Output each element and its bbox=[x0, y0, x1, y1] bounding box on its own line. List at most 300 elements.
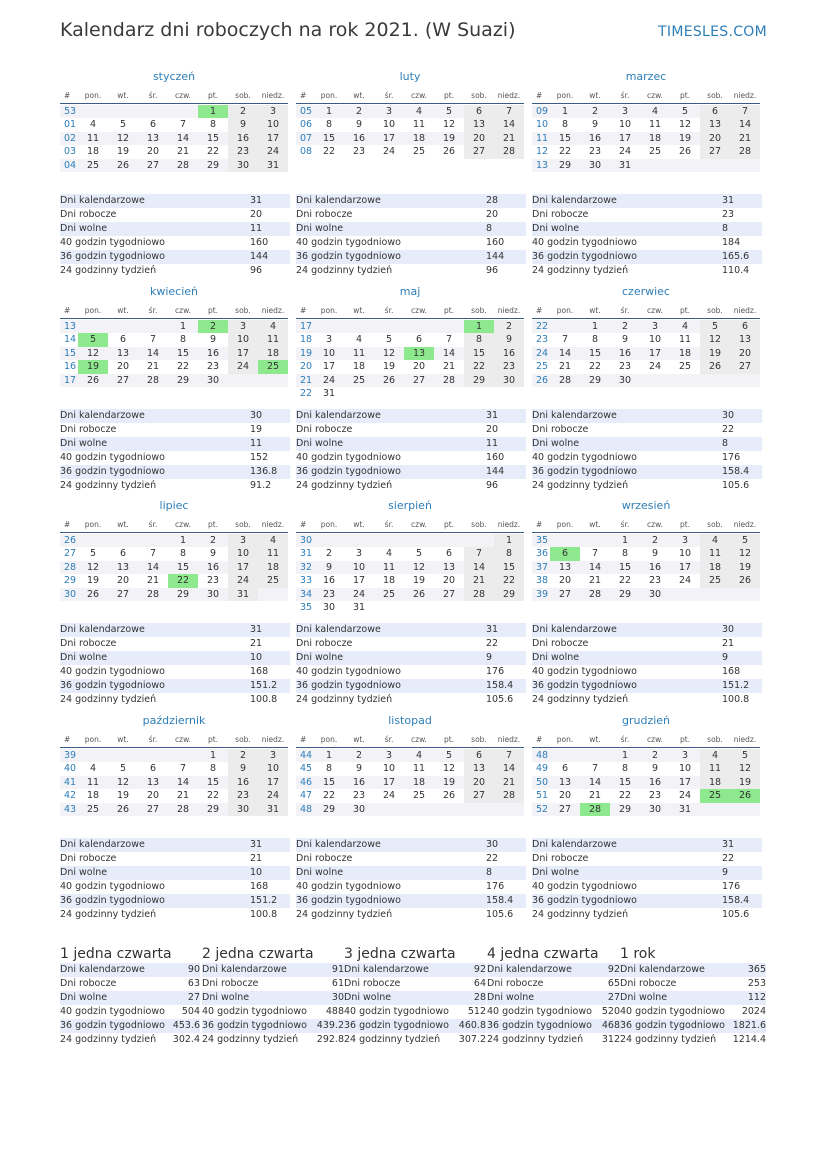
month-grid bbox=[60, 304, 288, 387]
day-cell: 27 bbox=[146, 159, 160, 171]
stat-row bbox=[60, 250, 290, 264]
day-cell: 31 bbox=[228, 588, 258, 602]
stat-value: 158.4 bbox=[486, 680, 514, 691]
weekday-header: pt. bbox=[443, 91, 455, 100]
day-cell bbox=[434, 534, 464, 548]
day-cell: 7 bbox=[149, 548, 157, 559]
stat-row bbox=[60, 465, 290, 479]
weekday-header-row bbox=[532, 518, 760, 533]
week-number: 35 bbox=[536, 534, 549, 546]
stat-value: 11 bbox=[250, 223, 263, 234]
day-cell: 16 bbox=[322, 575, 336, 586]
day-cell: 17 bbox=[258, 776, 288, 790]
day-cell: 11 bbox=[382, 561, 396, 573]
day-cell: 5 bbox=[415, 548, 423, 559]
stat-row bbox=[60, 222, 290, 236]
day-cell: 23 bbox=[352, 790, 366, 801]
weekday-header: pon. bbox=[320, 306, 338, 315]
day-cell: 12 bbox=[700, 333, 730, 347]
weekday-header-row bbox=[532, 304, 760, 319]
weekday-header: wt. bbox=[117, 735, 129, 744]
month-name: luty bbox=[399, 70, 421, 83]
day-cell: 25 bbox=[412, 146, 426, 157]
stat-label: Dni wolne bbox=[487, 992, 535, 1003]
day-cell: 25 bbox=[648, 146, 662, 157]
day-cell: 15 bbox=[618, 561, 632, 573]
day-cell: 18 bbox=[412, 132, 426, 144]
weekday-header: sob. bbox=[235, 520, 251, 529]
stat-value: 105.6 bbox=[486, 909, 514, 920]
day-cell: 15 bbox=[588, 347, 602, 359]
day-cell: 21 bbox=[176, 790, 190, 801]
day-cell: 7 bbox=[464, 547, 494, 561]
stat-value: 112 bbox=[747, 992, 766, 1003]
day-cell bbox=[314, 534, 344, 548]
stat-row bbox=[60, 693, 290, 707]
day-cell: 8 bbox=[179, 334, 187, 345]
day-cell: 24 bbox=[352, 588, 366, 600]
week-row bbox=[296, 360, 524, 374]
week-row bbox=[532, 803, 760, 817]
week-row bbox=[532, 561, 760, 575]
month-calendar bbox=[532, 714, 760, 816]
day-cell: 16 bbox=[352, 132, 366, 144]
day-cell: 27 bbox=[116, 588, 130, 600]
stat-row bbox=[60, 409, 290, 423]
stat-row bbox=[532, 637, 762, 651]
weekday-header-row bbox=[60, 89, 288, 104]
day-cell: 1 bbox=[464, 320, 494, 334]
stat-row bbox=[532, 409, 762, 423]
day-cell: 14 bbox=[588, 561, 602, 573]
day-cell: 25 bbox=[352, 374, 366, 386]
stat-row bbox=[532, 651, 762, 665]
week-row bbox=[60, 534, 288, 548]
weekday-header: śr. bbox=[620, 520, 630, 529]
day-cell: 22 bbox=[618, 790, 632, 801]
weekday-header-row bbox=[60, 733, 288, 748]
month-grid bbox=[296, 733, 524, 816]
quarter-title: 2 jedna czwarta bbox=[202, 946, 314, 962]
day-cell: 17 bbox=[258, 132, 288, 146]
day-cell: 1 bbox=[621, 749, 629, 761]
stat-label: Dni wolne bbox=[532, 652, 580, 663]
day-cell: 2 bbox=[209, 534, 217, 546]
day-cell: 11 bbox=[258, 333, 288, 347]
weekday-header: pt. bbox=[207, 520, 219, 529]
day-cell: 19 bbox=[442, 132, 456, 144]
day-cell: 9 bbox=[228, 762, 258, 776]
day-cell bbox=[640, 374, 670, 388]
day-cell: 29 bbox=[322, 803, 336, 815]
stat-value: 312 bbox=[601, 1034, 620, 1045]
stat-value: 453.6 bbox=[172, 1020, 200, 1031]
stat-label: 40 godzin tygodniowo bbox=[60, 666, 165, 677]
stat-value: 176 bbox=[722, 881, 741, 892]
weekday-header: niedz. bbox=[733, 520, 757, 529]
week-row bbox=[532, 547, 760, 561]
weekday-header: czw. bbox=[647, 91, 663, 100]
weekday-header: niedz. bbox=[497, 735, 521, 744]
week-row bbox=[296, 803, 524, 817]
day-cell: 26 bbox=[412, 588, 426, 600]
day-cell: 13 bbox=[558, 776, 572, 788]
stat-label: 40 godzin tygodniowo bbox=[532, 666, 637, 677]
day-cell: 7 bbox=[445, 334, 453, 345]
brand-link[interactable]: TIMESLES.COM bbox=[658, 24, 767, 40]
week-number: 38 bbox=[536, 575, 549, 586]
stat-row bbox=[296, 264, 526, 278]
day-cell: 31 bbox=[322, 388, 336, 399]
weekday-header: sob. bbox=[707, 91, 723, 100]
day-cell: 11 bbox=[700, 762, 730, 776]
day-cell: 5 bbox=[445, 749, 453, 761]
day-cell: 4 bbox=[258, 534, 288, 548]
week-number: 17 bbox=[64, 374, 77, 386]
day-cell: 19 bbox=[116, 790, 130, 801]
day-cell: 8 bbox=[621, 548, 629, 559]
week-number: 24 bbox=[536, 347, 549, 359]
day-cell: 30 bbox=[228, 803, 258, 817]
day-cell: 31 bbox=[618, 159, 632, 171]
stat-label: 40 godzin tygodniowo bbox=[60, 452, 165, 463]
week-row bbox=[532, 320, 760, 334]
weekday-header: śr. bbox=[148, 306, 158, 315]
month-calendar bbox=[296, 285, 524, 401]
stat-value: 100.8 bbox=[250, 909, 278, 920]
stat-row bbox=[60, 679, 290, 693]
day-cell: 16 bbox=[618, 347, 632, 359]
stat-value: 92 bbox=[607, 964, 620, 975]
stat-value: 21 bbox=[250, 638, 263, 649]
stat-value: 27 bbox=[187, 992, 200, 1003]
day-cell: 23 bbox=[588, 146, 602, 157]
day-cell: 9 bbox=[325, 561, 333, 573]
day-cell: 28 bbox=[146, 374, 160, 386]
weekday-header: niedz. bbox=[497, 306, 521, 315]
weekday-header: wt. bbox=[117, 520, 129, 529]
day-cell: 24 bbox=[382, 146, 396, 157]
stat-value: 96 bbox=[250, 265, 263, 276]
stat-value: 512 bbox=[467, 1006, 486, 1017]
day-cell bbox=[550, 749, 580, 763]
day-cell: 30 bbox=[352, 803, 366, 815]
day-cell: 22 bbox=[494, 574, 524, 588]
day-cell: 26 bbox=[678, 146, 692, 157]
week-number: 05 bbox=[300, 105, 313, 117]
stat-label: Dni kalendarzowe bbox=[60, 964, 145, 975]
week-number: 27 bbox=[64, 548, 77, 559]
day-cell bbox=[464, 387, 494, 401]
stat-value: 168 bbox=[250, 881, 269, 892]
weekday-header: czw. bbox=[411, 306, 427, 315]
day-cell bbox=[640, 159, 670, 173]
day-cell: 12 bbox=[442, 119, 456, 130]
day-cell: 4 bbox=[89, 763, 97, 774]
day-cell: 10 bbox=[228, 547, 258, 561]
day-cell: 21 bbox=[588, 575, 602, 586]
day-cell: 29 bbox=[588, 374, 602, 386]
stat-value: 22 bbox=[722, 853, 735, 864]
day-cell: 17 bbox=[352, 575, 366, 586]
stat-label: Dni kalendarzowe bbox=[487, 964, 572, 975]
stat-value: 151.2 bbox=[250, 895, 278, 906]
day-cell: 1 bbox=[561, 105, 569, 117]
week-number: 11 bbox=[536, 132, 549, 144]
stat-value: 105.6 bbox=[486, 694, 514, 705]
week-row bbox=[532, 132, 760, 146]
stat-label: Dni kalendarzowe bbox=[296, 410, 381, 421]
stat-row bbox=[60, 1019, 200, 1033]
stat-label: 24 godzinny tydzień bbox=[296, 694, 393, 705]
stat-label: Dni kalendarzowe bbox=[60, 195, 145, 206]
day-cell: 6 bbox=[464, 105, 494, 119]
day-cell: 10 bbox=[678, 548, 692, 559]
day-cell bbox=[138, 534, 168, 548]
weekday-header: czw. bbox=[175, 735, 191, 744]
day-cell: 12 bbox=[678, 119, 692, 130]
stat-label: 36 godzin tygodniowo bbox=[296, 251, 401, 262]
day-cell: 19 bbox=[116, 146, 130, 157]
stat-label: Dni kalendarzowe bbox=[296, 839, 381, 850]
month-stats bbox=[296, 409, 526, 493]
day-cell: 16 bbox=[228, 132, 258, 146]
stat-row bbox=[296, 451, 526, 465]
stat-label: 36 godzin tygodniowo bbox=[60, 680, 165, 691]
stat-row bbox=[60, 637, 290, 651]
day-cell: 2 bbox=[591, 105, 599, 117]
week-number: 44 bbox=[300, 749, 313, 761]
day-cell: 26 bbox=[730, 574, 760, 588]
stat-value: 365 bbox=[747, 964, 766, 975]
day-cell: 10 bbox=[258, 762, 288, 776]
stat-label: 36 godzin tygodniowo bbox=[532, 895, 637, 906]
stat-label: Dni kalendarzowe bbox=[296, 195, 381, 206]
week-number: 30 bbox=[300, 534, 313, 546]
day-cell: 8 bbox=[325, 119, 333, 130]
week-row bbox=[532, 159, 760, 173]
day-cell: 2 bbox=[228, 105, 258, 119]
stat-row bbox=[620, 991, 766, 1005]
stat-row bbox=[620, 963, 766, 977]
day-cell bbox=[78, 749, 108, 763]
month-stats bbox=[532, 409, 762, 493]
day-cell: 3 bbox=[258, 749, 288, 763]
week-number: 39 bbox=[64, 749, 77, 761]
day-cell: 26 bbox=[86, 374, 100, 386]
day-cell: 12 bbox=[382, 347, 396, 359]
stat-row bbox=[296, 894, 526, 908]
stat-label: 36 godzin tygodniowo bbox=[487, 1020, 592, 1031]
week-row bbox=[532, 574, 760, 588]
day-cell: 1 bbox=[198, 105, 228, 119]
weekday-header: pon. bbox=[84, 91, 102, 100]
day-cell: 31 bbox=[352, 602, 366, 613]
weekday-header-row bbox=[296, 89, 524, 104]
stat-value: 468 bbox=[601, 1020, 620, 1031]
week-row bbox=[60, 588, 288, 602]
day-cell: 12 bbox=[116, 776, 130, 788]
stat-row bbox=[60, 866, 290, 880]
week-row bbox=[532, 145, 760, 159]
weekday-header: pt. bbox=[207, 91, 219, 100]
day-cell: 9 bbox=[209, 548, 217, 559]
stat-label: Dni wolne bbox=[620, 992, 668, 1003]
stat-label: 36 godzin tygodniowo bbox=[620, 1020, 725, 1031]
stat-value: 439.2 bbox=[316, 1020, 344, 1031]
month-grid bbox=[296, 304, 524, 401]
weekday-header: sob. bbox=[471, 520, 487, 529]
weekday-header: sob. bbox=[471, 735, 487, 744]
stat-row bbox=[60, 423, 290, 437]
stat-value: 30 bbox=[250, 410, 263, 421]
day-cell: 8 bbox=[464, 333, 494, 347]
stat-row bbox=[532, 866, 762, 880]
day-cell: 2 bbox=[325, 548, 333, 559]
weekday-header: wt. bbox=[589, 735, 601, 744]
stat-value: 158.4 bbox=[722, 466, 750, 477]
weekday-header: pt. bbox=[207, 306, 219, 315]
day-cell: 15 bbox=[322, 776, 336, 788]
day-cell: 27 bbox=[558, 803, 572, 815]
day-cell: 28 bbox=[494, 145, 524, 159]
week-number: 37 bbox=[536, 561, 549, 573]
week-number: 48 bbox=[536, 749, 549, 761]
stat-row bbox=[487, 1005, 620, 1019]
stat-value: 151.2 bbox=[722, 680, 750, 691]
weekday-header: # bbox=[300, 91, 307, 100]
day-cell: 4 bbox=[681, 320, 689, 332]
day-cell: 14 bbox=[176, 776, 190, 788]
day-cell: 12 bbox=[86, 561, 100, 573]
month-name: październik bbox=[142, 714, 206, 727]
day-cell: 28 bbox=[730, 145, 760, 159]
day-cell bbox=[404, 601, 434, 615]
day-cell: 10 bbox=[382, 763, 396, 774]
day-cell: 4 bbox=[415, 105, 423, 117]
month-stats bbox=[60, 194, 290, 278]
stat-label: 24 godzinny tydzień bbox=[532, 265, 629, 276]
day-cell bbox=[168, 749, 198, 763]
day-cell: 19 bbox=[412, 575, 426, 586]
day-cell bbox=[434, 601, 464, 615]
stat-label: 36 godzin tygodniowo bbox=[60, 251, 165, 262]
week-row bbox=[60, 374, 288, 388]
month-stats bbox=[532, 623, 762, 707]
stat-label: 40 godzin tygodniowo bbox=[60, 881, 165, 892]
day-cell bbox=[580, 749, 610, 763]
day-cell: 1 bbox=[325, 105, 333, 117]
weekday-header: sob. bbox=[471, 91, 487, 100]
week-number: 34 bbox=[300, 588, 313, 600]
day-cell: 2 bbox=[355, 749, 363, 761]
day-cell: 15 bbox=[494, 561, 524, 575]
month-stats bbox=[296, 838, 526, 922]
stat-label: Dni wolne bbox=[532, 223, 580, 234]
day-cell: 3 bbox=[228, 534, 258, 548]
day-cell: 16 bbox=[588, 132, 602, 144]
day-cell: 8 bbox=[209, 763, 217, 774]
day-cell: 22 bbox=[322, 790, 336, 801]
stat-row bbox=[532, 423, 762, 437]
stat-value: 23 bbox=[722, 209, 735, 220]
stat-value: 31 bbox=[250, 195, 263, 206]
stat-label: Dni robocze bbox=[296, 424, 353, 435]
stat-label: 24 godzinny tydzień bbox=[532, 909, 629, 920]
month-grid bbox=[532, 518, 760, 601]
day-cell: 16 bbox=[352, 776, 366, 788]
day-cell: 9 bbox=[209, 334, 217, 345]
stat-value: 136.8 bbox=[250, 466, 278, 477]
month-calendar bbox=[296, 499, 524, 615]
month-stats bbox=[60, 838, 290, 922]
weekday-header-row bbox=[60, 304, 288, 319]
stat-row bbox=[296, 637, 526, 651]
day-cell: 13 bbox=[730, 333, 760, 347]
quarter-stats bbox=[60, 963, 200, 1047]
stat-label: Dni robocze bbox=[487, 978, 544, 989]
stat-label: 36 godzin tygodniowo bbox=[344, 1020, 449, 1031]
stat-value: 31 bbox=[722, 195, 735, 206]
day-cell: 5 bbox=[681, 105, 689, 117]
week-row bbox=[532, 347, 760, 361]
stat-row bbox=[60, 651, 290, 665]
stat-row bbox=[532, 852, 762, 866]
stat-row bbox=[60, 665, 290, 679]
stat-label: 36 godzin tygodniowo bbox=[202, 1020, 307, 1031]
stat-row bbox=[60, 852, 290, 866]
day-cell: 22 bbox=[588, 361, 602, 372]
stat-value: 158.4 bbox=[722, 895, 750, 906]
day-cell bbox=[78, 320, 108, 334]
month-calendar bbox=[532, 285, 760, 387]
stat-label: Dni robocze bbox=[60, 978, 117, 989]
day-cell: 20 bbox=[412, 361, 426, 372]
weekday-header: # bbox=[300, 520, 307, 529]
day-cell: 14 bbox=[588, 776, 602, 788]
week-number: 45 bbox=[300, 763, 313, 774]
stat-label: Dni kalendarzowe bbox=[60, 410, 145, 421]
day-cell: 1 bbox=[179, 534, 187, 546]
day-cell: 11 bbox=[678, 334, 692, 345]
stat-value: 30 bbox=[331, 992, 344, 1003]
day-cell: 4 bbox=[258, 320, 288, 334]
stat-label: 24 godzinny tydzień bbox=[487, 1034, 584, 1045]
stat-label: 24 godzinny tydzień bbox=[60, 265, 157, 276]
day-cell: 9 bbox=[494, 333, 524, 347]
weekday-header: sob. bbox=[707, 520, 723, 529]
day-cell: 18 bbox=[700, 561, 730, 575]
day-cell: 24 bbox=[258, 145, 288, 159]
day-cell: 10 bbox=[352, 561, 366, 573]
stat-value: 160 bbox=[250, 237, 269, 248]
day-cell: 23 bbox=[322, 588, 336, 600]
day-cell: 13 bbox=[116, 561, 130, 573]
stat-row bbox=[532, 194, 762, 208]
stat-value: 63 bbox=[187, 978, 200, 989]
week-row bbox=[296, 320, 524, 334]
stat-value: 61 bbox=[331, 978, 344, 989]
month-grid bbox=[532, 89, 760, 172]
weekday-header: # bbox=[536, 520, 543, 529]
stat-value: 144 bbox=[250, 251, 269, 262]
day-cell: 3 bbox=[651, 320, 659, 332]
day-cell: 18 bbox=[412, 776, 426, 788]
day-cell: 15 bbox=[206, 776, 220, 788]
weekday-header: sob. bbox=[235, 306, 251, 315]
day-cell: 8 bbox=[179, 548, 187, 559]
week-number: 13 bbox=[536, 159, 549, 171]
